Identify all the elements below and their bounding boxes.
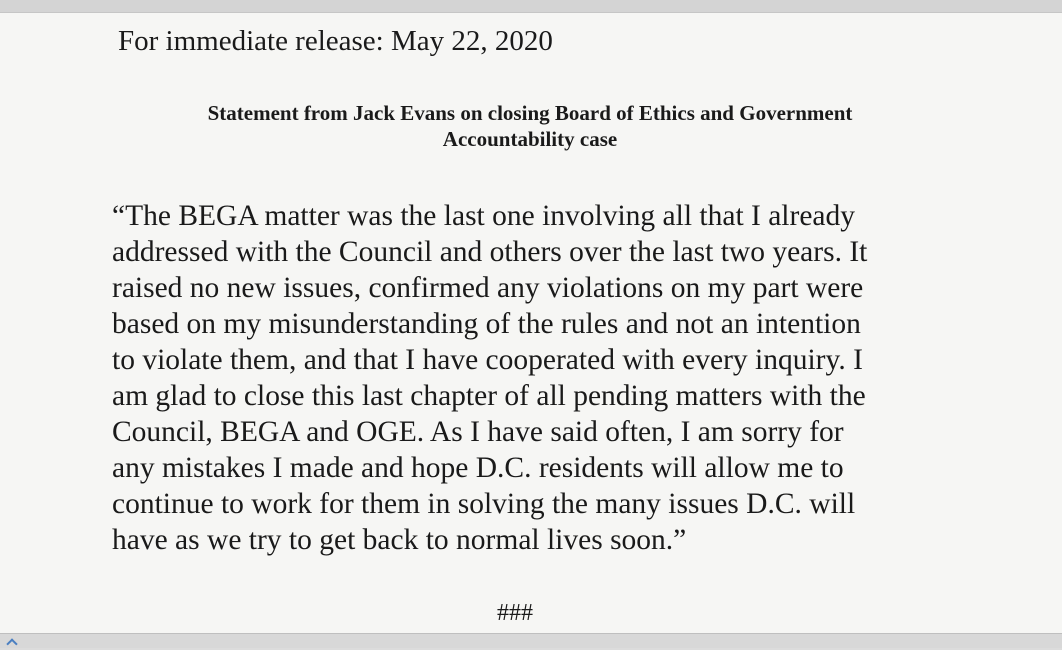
press-release-page bbox=[0, 13, 1062, 633]
release-date-line: For immediate release: May 22, 2020 bbox=[118, 25, 553, 57]
statement-quote bbox=[112, 198, 867, 558]
quote-line: any mistakes I made and hope D.C. residents will allow me to bbox=[112, 452, 844, 484]
quote-line: raised no new issues, confirmed any violations on my part were bbox=[112, 272, 864, 304]
quote-line: am glad to close this last chapter of all pending matters with the bbox=[112, 380, 866, 412]
bottom-margin-strip bbox=[0, 633, 1062, 648]
end-mark: ### bbox=[497, 600, 533, 626]
quote-line: have as we try to get back to normal lives soon.” bbox=[112, 524, 687, 556]
quote-line: Council, BEGA and OGE. As I have said often, I am sorry for bbox=[112, 416, 844, 448]
statement-headline bbox=[100, 100, 960, 152]
quote-line: “The BEGA matter was the last one involving all that I already bbox=[112, 200, 856, 232]
headline-line: Accountability case bbox=[442, 127, 618, 151]
headline-line: Statement from Jack Evans on closing Board of Ethics and Government bbox=[207, 101, 853, 125]
top-margin-strip bbox=[0, 0, 1062, 13]
quote-line: continue to work for them in solving the many issues D.C. will bbox=[112, 488, 856, 520]
quote-line: based on my misunderstanding of the rules and not an intention bbox=[112, 308, 861, 340]
chevron-up-icon bbox=[6, 638, 17, 649]
quote-line: addressed with the Council and others over the last two years. It bbox=[112, 236, 868, 268]
quote-line: to violate them, and that I have cooperated with every inquiry. I bbox=[112, 344, 863, 376]
